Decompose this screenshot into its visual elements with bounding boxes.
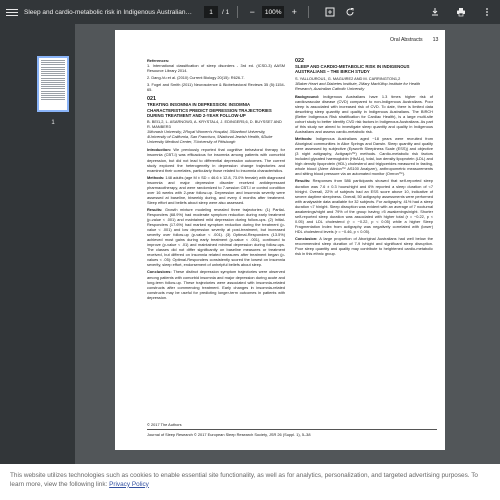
zoom-in-button[interactable]: + <box>291 7 297 17</box>
rotate-icon[interactable] <box>343 5 357 19</box>
more-options-icon[interactable] <box>480 5 494 19</box>
abstract-section: Introduction: We previously reported that cognitive behavioral therapy for insomnia (CBT-I) was efficacious for insomnia among patients with comorbid depression, but did not lead to differential depression outcomes. The current study explored the heterogeneity in depression change trajectories and examined their correlates, particularly those related to insomnia characteristics. <box>147 147 285 173</box>
document-title: Sleep and cardio-metabolic risk in Indigenous Australians... <box>24 8 194 16</box>
thumbnail-sidebar <box>0 24 75 464</box>
abstract-authors: B. BEI1,2, L. ASARNOW3, A. KRYSTAL4, J. EDINGER5,6, D. BUYSSE7 AND R. MANBER3 <box>147 119 282 130</box>
page-header <box>390 38 438 43</box>
footer-journal: Journal of Sleep Research © 2017 European Sleep Research Society, JSR 26 (Suppl. 1), 5–38 <box>147 431 311 437</box>
abstract-section: Background: Indigenous Australians have 1.3 times higher risk of cardiovascular disease (CVD) compared to non-Indigenous Australians. Poor sleep is associated with increased risk of CVD. To date, there is limited data describing sleep quantity and quality in Indigenous Australians. The BIRCH (Better Indigenous Risk stratification for Cardiac Health), is a large multi-site cohort study to better identify CVD risk factors in Indigenous Australians. As part of this study we aimed to investigate sleep quantity and quality in Indigenous Australians and assess cardio-metabolic risk. <box>295 93 433 135</box>
right-column <box>295 58 433 258</box>
zoom-out-button[interactable]: − <box>249 7 255 17</box>
page-footer <box>147 422 437 437</box>
abstract-number: 021 <box>147 96 156 103</box>
print-icon[interactable] <box>454 5 468 19</box>
page-number-input[interactable]: 1 <box>204 6 218 18</box>
abstract-section: Methods: Indigenous Australians aged ~18 years were recruited from Aboriginal communities in Alice Springs and Darwin. Sleep quantity and quality were assessed by subjective (Epworth Sleepiness Scale (ESS)) and objective (3 night actigraphy, Actigraph™) methods. Cardio-metabolic risk factors included glycated haemoglobin (HbA1c), total, low density lipoprotein (LDL) and high density lipoprotein (HDL) cholesterol and triglycerides measured in fasting, whole blood (Alere Afinion™ AS100 Analyzer), anthropometric measurements and sitting blood pressure via an automated monitor (Omron™). <box>295 136 433 177</box>
page-thumbnail[interactable] <box>37 56 69 112</box>
abstract-section: Methods: 148 adults (age M ± SD = 46.6 ± 12.8, 73.0% female) with diagnosed insomnia and major depressive disorder received antidepressant pharmacotherapy, and were randomized to 7-session CBT-I or control condition over 16 weeks with 2-year follow-up. Depression and insomnia severity were assessed at baseline, biweekly during, and every 4 months after treatment. Sleep effort and beliefs about sleep were also assessed. <box>147 174 285 205</box>
abstract-section: Conclusion: A large proportion of Aboriginal Australians had well below the recommended sleep duration of 7-9 h/night and significant sleep disruption. Poor sleep quantity and quality may contribute to heightened cardio-metabolic risk in this ethnic group. <box>295 236 433 257</box>
abstract-affiliations: 1Baker Heart and Diabetes Institute, 2Mary MacKillop Institute for Health Research, Australian Catholic University <box>295 80 421 91</box>
zoom-input[interactable]: 100% <box>262 6 284 18</box>
reference-item: 2. Dang-Vu et al. (2010) Current Biology 20(15): R626-7. <box>147 75 245 81</box>
toolbar-divider <box>237 6 238 18</box>
menu-icon[interactable] <box>6 6 18 18</box>
abstract-title: TREATING INSOMNIA IN DEPRESSION: INSOMNIA CHARACTERISTICS PREDICT DEPRESSION TRAJECTORIES DURING TREATMENT AND 2-YEAR FOLLOW-UP <box>147 102 272 118</box>
abstract-title: SLEEP AND CARDIO-METABOLIC RISK IN INDIGENOUS AUSTRALIANS – THE BIRCH STUDY <box>295 64 410 75</box>
thumbnail-page-number: 1 <box>51 120 55 126</box>
fit-page-icon[interactable] <box>323 5 337 19</box>
cookie-banner <box>0 464 500 500</box>
abstract-section: Conclusions: These distinct depression symptom trajectories were observed among patients with comorbid insomnia and major depression during acute and long-term follow-up. These trajectories were associated with insomnia-related constructs after commencing treatment. Early changes in insomnia-related constructs may be useful for predicting longer-term outcomes in patients with depression. <box>147 269 285 300</box>
abstract-affiliations: 1Monash University, 2Royal Women's Hospital, 3Stanford University, 4University of California, San Francisco, 5National Jewish Health, 6Duke University Medical Center, 7University of Pittsburgh <box>147 129 273 145</box>
abstract-section: Results: Growth mixture modeling revealed three trajectories: (1) Partial-Responders (68.9%) had moderate symptom reduction during early treatment (p-value < .001) and maintained mild depression during follow-ups. (2) Initial-Responders (17.6%) had marked symptom reduction during the treatment (p-value < .001) and low depression severity at post-treatment, but increased severity over follow-up (p-value < .001). (3) Optimal-Responders (13.5%) achieved most gains during early treatment (p-value < .001), continued to improve (p-value < .01) and maintained minimal depression during follow-ups. The classes did not differ significantly on baseline measures or treatment received, but differed on insomnia related measures after treatment began (p-values < .05): Optimal-Responders consistently scored the lowest on insomnia severity, sleep effort, endorsement of unhelpful beliefs about sleep. <box>147 206 285 268</box>
cookie-text: This website utilizes technologies such as cookies to enable essential site functionality, as well as for analytics, personalization, and targeted advertising purposes. To learn more, view the following link: <box>10 472 478 488</box>
toolbar-divider <box>308 6 309 18</box>
abstract-authors: S. YALLOUROU1, G. MAGUIRE2 AND M. CARRINGTON1,2 <box>295 75 401 81</box>
header-page-number: 13 <box>432 37 439 43</box>
pdf-page <box>115 30 445 450</box>
footer-divider <box>147 429 437 430</box>
download-icon[interactable] <box>428 5 442 19</box>
pdf-toolbar <box>0 0 500 24</box>
abstract-number: 022 <box>295 58 304 64</box>
header-journal: Oral Abstracts <box>390 37 423 43</box>
privacy-policy-link[interactable]: Privacy Policy <box>109 480 149 488</box>
references-title: References: <box>147 58 170 63</box>
reference-item: 3. Fogel and Smith (2011) Neuroscience & Biobehavioral Reviews 35 (5):1154-65. <box>147 82 285 93</box>
reference-item: 1. International classification of sleep disorders - 3rd ed. (ICSD-3) AASM Resource Library 2014. <box>147 63 285 74</box>
page-total: / 1 <box>222 8 230 16</box>
left-column <box>147 58 285 302</box>
footer-copyright: © 2017 The Authors <box>147 422 182 427</box>
abstract-section: Results: Responses from 586 participants showed that self-reported sleep duration was 7.6 ± 0.3 hours/night and 6% reported a sleep duration of <7 h/night. Overall, 22% of subjects had an ESS score above 10, indicative of severe daytime sleepiness. Overall, 50 actigraphy assessments were performed with analysable data available for 32 subjects. For actigraphy, 41% had a sleep duration <7 h/night. Sleep disruption was evident with an average of 7 nocturnal awakenings/night and 79% of the group having >5 awakenings/night. Shorter self-reported sleep duration was associated with higher total (r = −0.22, p < 0.05) and LDL cholesterol (r = −0.22, p < 0.05) while a higher Sleep Fragmentation Index from actigraphy was negatively correlated with (lower) HDL cholesterol levels (r = −0.46, p < 0.05). <box>295 178 433 234</box>
